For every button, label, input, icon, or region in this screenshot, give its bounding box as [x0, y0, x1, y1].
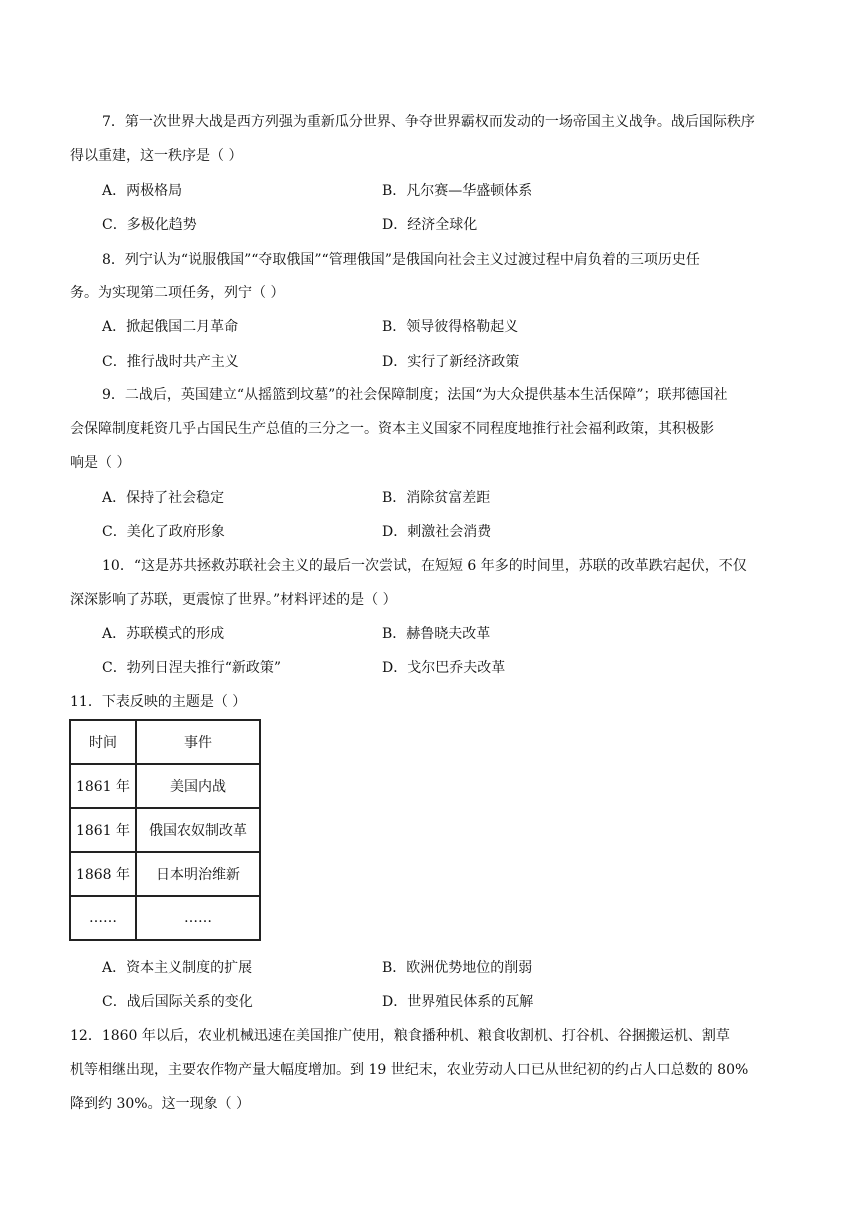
table-header-row: [70, 720, 260, 764]
question-10-option-c: C．勃列日涅夫推行“新政策”: [102, 660, 282, 676]
table-cell: 俄国农奴制改革: [136, 808, 260, 852]
question-7-option-c: C．多极化趋势: [102, 217, 197, 233]
table-row: [70, 764, 260, 808]
question-9-stem-line-2: 会保障制度耗资几乎占国民生产总值的三分之一。资本主义国家不同程度地推行社会福利政策，其积极影: [70, 421, 714, 437]
question-11-option-a: A．资本主义制度的扩展: [102, 960, 253, 976]
question-8-stem-line-2: 务。为实现第二项任务，列宁（ ）: [70, 285, 285, 301]
question-10-option-a: A．苏联模式的形成: [102, 626, 225, 642]
question-12-stem-line-2: 机等相继出现，主要农作物产量大幅度增加。到 19 世纪末，农业劳动人口已从世纪初的约占人口总数的 80%: [70, 1062, 749, 1078]
table-row: [70, 896, 260, 940]
question-8-option-d: D．实行了新经济政策: [382, 354, 520, 370]
question-9-stem-line-3: 响是（ ）: [70, 455, 131, 471]
question-11-option-d: D．世界殖民体系的瓦解: [382, 994, 534, 1010]
question-8-option-c: C．推行战时共产主义: [102, 354, 239, 370]
question-10-stem-line-2: 深深影响了苏联，更震惊了世界。”材料评述的是（ ）: [70, 592, 397, 608]
question-10-option-d: D．戈尔巴乔夫改革: [382, 660, 506, 676]
question-12-stem-line-3: 降到约 30%。这一现象（ ）: [70, 1096, 251, 1112]
question-9-option-b: B．消除贫富差距: [382, 490, 491, 506]
table-cell: 1861 年: [70, 764, 136, 808]
table-row: [70, 852, 260, 896]
question-9-option-c: C．美化了政府形象: [102, 524, 225, 540]
table-cell: 日本明治维新: [136, 852, 260, 896]
table-cell: ……: [136, 896, 260, 940]
table-header-cell: 时间: [70, 720, 136, 764]
table-cell: 1861 年: [70, 808, 136, 852]
question-7-option-d: D．经济全球化: [382, 217, 478, 233]
question-7-stem-line-2: 得以重建，这一秩序是（ ）: [70, 148, 243, 164]
question-8-option-a: A．掀起俄国二月革命: [102, 319, 239, 335]
question-11-stem-line-1: 11．下表反映的主题是（ ）: [70, 694, 247, 710]
question-10-stem-line-1: 10．“这是苏共拯救苏联社会主义的最后一次尝试，在短短 6 年多的时间里，苏联的改革跌宕起伏，不仅: [102, 558, 747, 574]
question-10-option-b: B．赫鲁晓夫改革: [382, 626, 491, 642]
question-12-stem-line-1: 12．1860 年以后，农业机械迅速在美国推广使用，粮食播种机、粮食收割机、打谷机、谷捆搬运机、割草: [70, 1028, 730, 1044]
table-row: [70, 808, 260, 852]
question-8-option-b: B．领导彼得格勒起义: [382, 319, 519, 335]
question-11-option-b: B．欧洲优势地位的削弱: [382, 960, 533, 976]
question-7-option-b: B．凡尔赛—华盛顿体系: [382, 183, 533, 199]
question-9-stem-line-1: 9．二战后，英国建立“从摇篮到坟墓”的社会保障制度；法国“为大众提供基本生活保障”；联邦德国社: [102, 387, 728, 403]
event-table: [69, 719, 261, 941]
question-9-option-d: D．刺激社会消费: [382, 524, 492, 540]
table-header-cell: 事件: [136, 720, 260, 764]
table-cell: 1868 年: [70, 852, 136, 896]
question-7-stem-line-1: 7．第一次世界大战是西方列强为重新瓜分世界、争夺世界霸权而发动的一场帝国主义战争。战后国际秩序: [102, 114, 755, 130]
question-7-option-a: A．两极格局: [102, 183, 183, 199]
question-9-option-a: A．保持了社会稳定: [102, 490, 225, 506]
question-8-stem-line-1: 8．列宁认为“说服俄国”“夺取俄国”“管理俄国”是俄国向社会主义过渡过程中肩负着的三项历史任: [102, 252, 700, 268]
question-11-option-c: C．战后国际关系的变化: [102, 994, 253, 1010]
table-cell: 美国内战: [136, 764, 260, 808]
table-cell: ……: [70, 896, 136, 940]
